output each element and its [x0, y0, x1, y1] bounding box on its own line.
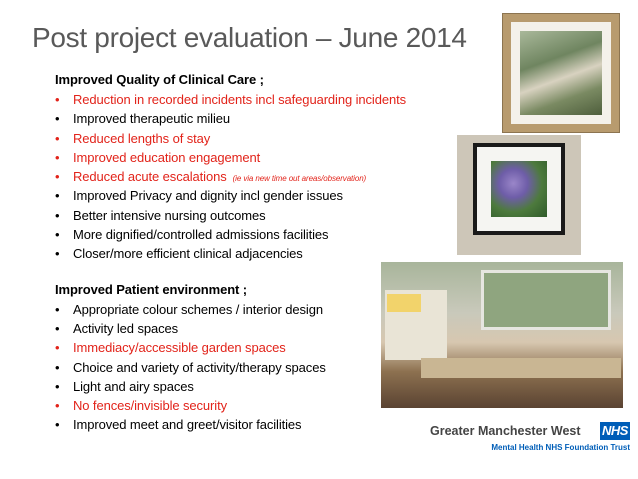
clinical-care-list — [55, 90, 475, 264]
list-item: • More dignified/controlled admissions facilities — [55, 225, 475, 244]
list-item-note: (ie via new time out areas/observation) — [232, 174, 367, 184]
list-item: • Choice and variety of activity/therapy spaces — [55, 358, 475, 377]
logo-trust-name: Greater Manchester West — [430, 424, 581, 438]
list-item: • Closer/more efficient clinical adjacencies — [55, 244, 475, 263]
list-item: • Improved therapeutic milieu — [55, 109, 475, 128]
patient-environment-heading: Improved Patient environment ; — [55, 281, 248, 297]
logo-subtitle: Mental Health NHS Foundation Trust — [491, 443, 630, 452]
nhs-trust-logo — [430, 422, 630, 462]
list-item: • Reduced lengths of stay — [55, 129, 475, 148]
list-item: • Activity led spaces — [55, 319, 475, 338]
list-item: • Improved Privacy and dignity incl gender issues — [55, 186, 475, 205]
nhs-badge: NHS — [600, 422, 630, 440]
list-item: • Light and airy spaces — [55, 377, 475, 396]
list-item: • Improved meet and greet/visitor facilities — [55, 415, 475, 434]
list-item: • Appropriate colour schemes / interior design — [55, 300, 475, 319]
clinical-care-heading: Improved Quality of Clinical Care ; — [55, 72, 264, 87]
framed-woodland-photo — [502, 13, 620, 133]
list-item: • No fences/invisible security — [55, 396, 475, 415]
list-item: • Improved education engagement — [55, 148, 475, 167]
list-item: • Reduced acute escalations (ie via new time out areas/observation) — [55, 167, 475, 186]
activity-room-photo — [381, 262, 623, 408]
list-item: • Immediacy/accessible garden spaces — [55, 338, 475, 357]
list-item: • Reduction in recorded incidents incl safeguarding incidents — [55, 90, 475, 109]
slide-title: Post project evaluation – June 2014 — [32, 22, 467, 53]
list-item: • Better intensive nursing outcomes — [55, 206, 475, 225]
framed-flower-photo — [457, 135, 581, 255]
